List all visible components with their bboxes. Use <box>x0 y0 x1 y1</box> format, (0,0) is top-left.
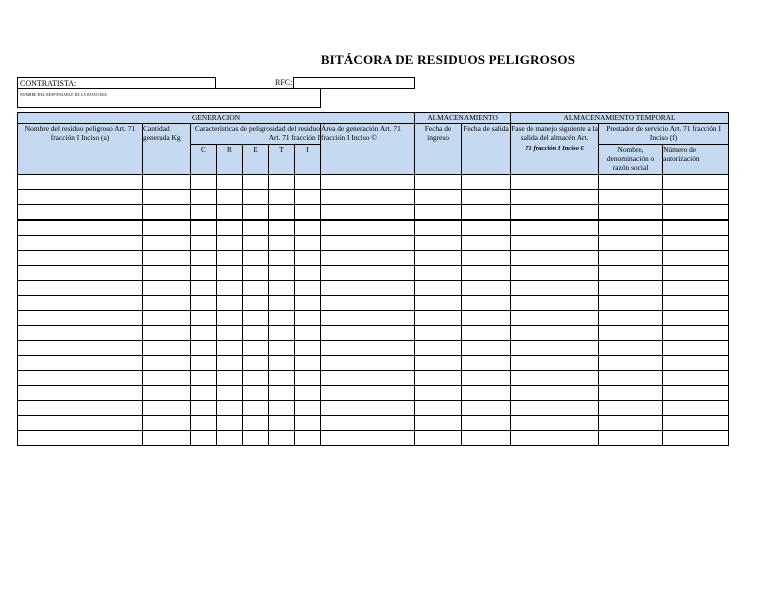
table-cell[interactable] <box>295 220 321 236</box>
table-cell[interactable] <box>269 416 295 431</box>
table-cell[interactable] <box>18 326 143 341</box>
table-cell[interactable] <box>269 205 295 221</box>
table-cell[interactable] <box>191 416 217 431</box>
table-row <box>18 281 729 296</box>
table-cell[interactable] <box>511 326 599 341</box>
table-cell[interactable] <box>415 326 462 341</box>
table-cell[interactable] <box>217 205 243 221</box>
table-row <box>18 266 729 281</box>
table-cell[interactable] <box>599 281 663 296</box>
col-fecha-ingreso: Fecha de ingreso <box>415 124 462 175</box>
table-cell[interactable] <box>143 386 191 401</box>
table-row <box>18 416 729 431</box>
table-cell[interactable] <box>295 236 321 251</box>
responsable-label: NOMBRE DEL RESPONSABLE DE LA BITACORA: <box>20 93 108 97</box>
table-cell[interactable] <box>18 311 143 326</box>
table-cell[interactable] <box>415 341 462 356</box>
table-cell[interactable] <box>243 401 269 416</box>
table-cell[interactable] <box>599 416 663 431</box>
table-cell[interactable] <box>243 416 269 431</box>
table-cell[interactable] <box>663 416 729 431</box>
col-caracteristicas: Características de peligrosidad del residuo Art. 71 fracción I <box>191 124 321 145</box>
col-area: Área de generación Art. 71 fracción I Inciso © <box>321 124 415 175</box>
table-cell[interactable] <box>663 236 729 251</box>
col-nombre-residuo: Nombre del residuo peligroso Art. 71 fracción I Inciso (a) <box>18 124 143 175</box>
table-cell[interactable] <box>321 386 415 401</box>
table-cell[interactable] <box>663 175 729 190</box>
table-cell[interactable] <box>462 416 511 431</box>
table-cell[interactable] <box>269 281 295 296</box>
table-cell[interactable] <box>217 371 243 386</box>
table-cell[interactable] <box>599 220 663 236</box>
table-cell[interactable] <box>243 296 269 311</box>
table-cell[interactable] <box>18 386 143 401</box>
table-cell[interactable] <box>217 341 243 356</box>
table-cell[interactable] <box>511 266 599 281</box>
table-cell[interactable] <box>511 416 599 431</box>
table-cell[interactable] <box>599 311 663 326</box>
table-cell[interactable] <box>415 175 462 190</box>
table-cell[interactable] <box>217 431 243 446</box>
table-cell[interactable] <box>143 220 191 236</box>
table-cell[interactable] <box>511 251 599 266</box>
table-cell[interactable] <box>663 356 729 371</box>
table-cell[interactable] <box>321 326 415 341</box>
table-cell[interactable] <box>321 220 415 236</box>
table-cell[interactable] <box>217 190 243 205</box>
table-cell[interactable] <box>415 190 462 205</box>
table-cell[interactable] <box>511 386 599 401</box>
table-cell[interactable] <box>415 296 462 311</box>
table-row <box>18 205 729 221</box>
table-cell[interactable] <box>415 431 462 446</box>
table-cell[interactable] <box>217 281 243 296</box>
table-cell[interactable] <box>663 205 729 221</box>
table-cell[interactable] <box>511 205 599 221</box>
table-cell[interactable] <box>191 401 217 416</box>
table-cell[interactable] <box>663 371 729 386</box>
table-cell[interactable] <box>462 281 511 296</box>
table-cell[interactable] <box>191 281 217 296</box>
table-cell[interactable] <box>511 431 599 446</box>
table-cell[interactable] <box>243 175 269 190</box>
table-cell[interactable] <box>663 401 729 416</box>
table-cell[interactable] <box>191 341 217 356</box>
table-cell[interactable] <box>295 251 321 266</box>
table-cell[interactable] <box>321 311 415 326</box>
table-cell[interactable] <box>511 281 599 296</box>
table-cell[interactable] <box>295 371 321 386</box>
table-row <box>18 371 729 386</box>
table-row <box>18 326 729 341</box>
table-cell[interactable] <box>143 341 191 356</box>
col-cantidad: Cantidad generada Kg <box>143 124 191 175</box>
table-cell[interactable] <box>415 205 462 221</box>
table-cell[interactable] <box>511 356 599 371</box>
table-cell[interactable] <box>217 236 243 251</box>
table-row <box>18 251 729 266</box>
table-cell[interactable] <box>599 401 663 416</box>
table-cell[interactable] <box>295 296 321 311</box>
table-cell[interactable] <box>143 175 191 190</box>
table-cell[interactable] <box>321 205 415 221</box>
responsable-field[interactable] <box>17 88 321 108</box>
table-row <box>18 311 729 326</box>
table-cell[interactable] <box>462 251 511 266</box>
table-cell[interactable] <box>663 341 729 356</box>
table-cell[interactable] <box>191 266 217 281</box>
col-prestador: Prestador de servicio Art. 71 fracción I Inciso (f) <box>599 124 729 145</box>
table-cell[interactable] <box>143 431 191 446</box>
table-cell[interactable] <box>462 326 511 341</box>
table-cell[interactable] <box>511 341 599 356</box>
table-cell[interactable] <box>599 205 663 221</box>
table-cell[interactable] <box>295 190 321 205</box>
table-row <box>18 296 729 311</box>
table-cell[interactable] <box>191 326 217 341</box>
table-cell[interactable] <box>511 401 599 416</box>
table-cell[interactable] <box>511 190 599 205</box>
table-cell[interactable] <box>143 205 191 221</box>
table-cell[interactable] <box>462 205 511 221</box>
table-cell[interactable] <box>462 371 511 386</box>
table-cell[interactable] <box>217 386 243 401</box>
table-cell[interactable] <box>191 311 217 326</box>
table-cell[interactable] <box>269 251 295 266</box>
table-cell[interactable] <box>663 431 729 446</box>
table-cell[interactable] <box>295 326 321 341</box>
table-cell[interactable] <box>462 386 511 401</box>
table-cell[interactable] <box>217 266 243 281</box>
table-cell[interactable] <box>18 266 143 281</box>
table-cell[interactable] <box>321 416 415 431</box>
table-cell[interactable] <box>599 431 663 446</box>
table-cell[interactable] <box>191 205 217 221</box>
table-cell[interactable] <box>243 371 269 386</box>
table-cell[interactable] <box>663 251 729 266</box>
table-cell[interactable] <box>663 311 729 326</box>
table-cell[interactable] <box>511 220 599 236</box>
table-cell[interactable] <box>217 175 243 190</box>
table-cell[interactable] <box>269 401 295 416</box>
table-cell[interactable] <box>217 401 243 416</box>
section-generacion: GENERACION <box>18 113 415 124</box>
table-cell[interactable] <box>415 356 462 371</box>
table-cell[interactable] <box>18 371 143 386</box>
table-cell[interactable] <box>321 356 415 371</box>
table-cell[interactable] <box>18 236 143 251</box>
table-cell[interactable] <box>321 296 415 311</box>
table-cell[interactable] <box>462 356 511 371</box>
table-cell[interactable] <box>18 431 143 446</box>
table-cell[interactable] <box>663 266 729 281</box>
table-cell[interactable] <box>191 190 217 205</box>
table-cell[interactable] <box>462 431 511 446</box>
table-cell[interactable] <box>663 281 729 296</box>
table-cell[interactable] <box>462 175 511 190</box>
table-cell[interactable] <box>191 296 217 311</box>
table-cell[interactable] <box>217 326 243 341</box>
table-cell[interactable] <box>243 356 269 371</box>
table-cell[interactable] <box>295 386 321 401</box>
table-cell[interactable] <box>295 416 321 431</box>
table-cell[interactable] <box>191 386 217 401</box>
table-cell[interactable] <box>269 266 295 281</box>
table-cell[interactable] <box>415 266 462 281</box>
table-row <box>18 341 729 356</box>
table-cell[interactable] <box>143 281 191 296</box>
table-cell[interactable] <box>599 266 663 281</box>
table-cell[interactable] <box>462 220 511 236</box>
table-cell[interactable] <box>599 236 663 251</box>
contratista-label: CONTRATISTA: <box>20 79 77 88</box>
table-cell[interactable] <box>321 431 415 446</box>
col-fase-manejo-text: Fase de manejo siguiente a la salida del almacén Art. <box>511 124 598 142</box>
table-cell[interactable] <box>143 311 191 326</box>
table-cell[interactable] <box>143 416 191 431</box>
table-cell[interactable] <box>295 266 321 281</box>
table-cell[interactable] <box>269 431 295 446</box>
col-fecha-salida: Fecha de salida <box>462 124 511 175</box>
table-cell[interactable] <box>191 431 217 446</box>
table-cell[interactable] <box>295 205 321 221</box>
table-cell[interactable] <box>415 401 462 416</box>
table-row <box>18 356 729 371</box>
table-cell[interactable] <box>18 251 143 266</box>
table-cell[interactable] <box>599 190 663 205</box>
page-title: BITÁCORA DE RESIDUOS PELIGROSOS <box>320 52 576 67</box>
cret-i: I <box>295 145 321 175</box>
table-cell[interactable] <box>143 296 191 311</box>
table-cell[interactable] <box>269 296 295 311</box>
table-cell[interactable] <box>18 296 143 311</box>
table-cell[interactable] <box>243 220 269 236</box>
table-cell[interactable] <box>663 296 729 311</box>
table-cell[interactable] <box>191 356 217 371</box>
rfc-label: RFC: <box>275 78 293 87</box>
table-cell[interactable] <box>217 296 243 311</box>
table-cell[interactable] <box>18 401 143 416</box>
table-cell[interactable] <box>663 386 729 401</box>
table-cell[interactable] <box>269 190 295 205</box>
table-cell[interactable] <box>243 341 269 356</box>
table-cell[interactable] <box>415 371 462 386</box>
table-cell[interactable] <box>511 311 599 326</box>
table-cell[interactable] <box>599 326 663 341</box>
table-cell[interactable] <box>143 266 191 281</box>
table-cell[interactable] <box>243 205 269 221</box>
table-cell[interactable] <box>191 236 217 251</box>
table-cell[interactable] <box>415 386 462 401</box>
table-cell[interactable] <box>415 416 462 431</box>
table-cell[interactable] <box>415 281 462 296</box>
table-cell[interactable] <box>18 341 143 356</box>
table-cell[interactable] <box>18 356 143 371</box>
table-cell[interactable] <box>321 190 415 205</box>
table-cell[interactable] <box>18 220 143 236</box>
cret-e: E <box>243 145 269 175</box>
table-cell[interactable] <box>217 220 243 236</box>
table-cell[interactable] <box>18 175 143 190</box>
table-cell[interactable] <box>295 431 321 446</box>
table-cell[interactable] <box>269 371 295 386</box>
cret-c: C <box>191 145 217 175</box>
table-cell[interactable] <box>462 311 511 326</box>
table-cell[interactable] <box>462 296 511 311</box>
table-cell[interactable] <box>217 356 243 371</box>
table-cell[interactable] <box>18 190 143 205</box>
table-cell[interactable] <box>143 251 191 266</box>
table-cell[interactable] <box>415 311 462 326</box>
table-cell[interactable] <box>599 251 663 266</box>
col-nombre-denominacion: Nombre, denominación o razón social <box>599 145 663 175</box>
table-cell[interactable] <box>462 401 511 416</box>
table-row <box>18 220 729 236</box>
table-cell[interactable] <box>269 386 295 401</box>
table-cell[interactable] <box>415 220 462 236</box>
table-cell[interactable] <box>321 236 415 251</box>
table-cell[interactable] <box>269 236 295 251</box>
table-cell[interactable] <box>18 205 143 221</box>
table-cell[interactable] <box>217 311 243 326</box>
table-cell[interactable] <box>295 401 321 416</box>
table-cell[interactable] <box>415 251 462 266</box>
table-cell[interactable] <box>462 190 511 205</box>
table-cell[interactable] <box>269 175 295 190</box>
table-cell[interactable] <box>462 236 511 251</box>
col-fase-manejo-sub: 71 fracción I Inciso € <box>525 145 584 152</box>
table-cell[interactable] <box>321 175 415 190</box>
table-cell[interactable] <box>599 371 663 386</box>
table-cell[interactable] <box>663 326 729 341</box>
table-cell[interactable] <box>321 281 415 296</box>
table-cell[interactable] <box>243 311 269 326</box>
table-cell[interactable] <box>191 220 217 236</box>
table-cell[interactable] <box>217 251 243 266</box>
table-cell[interactable] <box>243 431 269 446</box>
section-almacenamiento: ALMACENAMIENTO <box>415 113 511 124</box>
table-cell[interactable] <box>269 356 295 371</box>
table-cell[interactable] <box>663 220 729 236</box>
table-cell[interactable] <box>269 311 295 326</box>
table-cell[interactable] <box>243 266 269 281</box>
table-cell[interactable] <box>243 190 269 205</box>
table-cell[interactable] <box>243 326 269 341</box>
table-cell[interactable] <box>599 341 663 356</box>
table-cell[interactable] <box>143 236 191 251</box>
table-cell[interactable] <box>191 251 217 266</box>
col-numero-autorizacion: Número de autorización <box>663 145 729 175</box>
table-cell[interactable] <box>295 341 321 356</box>
table-cell[interactable] <box>191 175 217 190</box>
table-row <box>18 401 729 416</box>
table-cell[interactable] <box>295 175 321 190</box>
table-row <box>18 431 729 446</box>
table-cell[interactable] <box>295 356 321 371</box>
table-cell[interactable] <box>18 281 143 296</box>
table-cell[interactable] <box>295 281 321 296</box>
residuos-table <box>17 112 729 446</box>
table-cell[interactable] <box>143 356 191 371</box>
table-cell[interactable] <box>269 220 295 236</box>
table-cell[interactable] <box>511 236 599 251</box>
table-cell[interactable] <box>217 416 243 431</box>
table-cell[interactable] <box>191 371 217 386</box>
cret-r: R <box>217 145 243 175</box>
table-cell[interactable] <box>295 311 321 326</box>
table-cell[interactable] <box>511 371 599 386</box>
table-cell[interactable] <box>269 341 295 356</box>
table-cell[interactable] <box>462 266 511 281</box>
table-cell[interactable] <box>663 190 729 205</box>
table-cell[interactable] <box>599 386 663 401</box>
table-cell[interactable] <box>462 341 511 356</box>
table-cell[interactable] <box>321 401 415 416</box>
table-cell[interactable] <box>321 251 415 266</box>
section-almacenamiento-temporal: ALMACENAMIENTO TEMPORAL <box>511 113 729 124</box>
table-row <box>18 190 729 205</box>
table-cell[interactable] <box>599 356 663 371</box>
table-cell[interactable] <box>599 296 663 311</box>
table-cell[interactable] <box>321 266 415 281</box>
col-fase-manejo <box>511 124 599 175</box>
table-cell[interactable] <box>18 416 143 431</box>
table-cell[interactable] <box>243 281 269 296</box>
table-cell[interactable] <box>511 175 599 190</box>
table-cell[interactable] <box>599 175 663 190</box>
table-cell[interactable] <box>511 296 599 311</box>
table-cell[interactable] <box>243 236 269 251</box>
table-cell[interactable] <box>243 386 269 401</box>
table-cell[interactable] <box>321 371 415 386</box>
table-row <box>18 175 729 190</box>
table-cell[interactable] <box>143 371 191 386</box>
table-cell[interactable] <box>321 341 415 356</box>
table-cell[interactable] <box>415 236 462 251</box>
table-cell[interactable] <box>269 326 295 341</box>
table-cell[interactable] <box>143 190 191 205</box>
table-cell[interactable] <box>243 251 269 266</box>
table-row <box>18 236 729 251</box>
table-cell[interactable] <box>143 326 191 341</box>
table-row <box>18 386 729 401</box>
table-cell[interactable] <box>143 401 191 416</box>
cret-t: T <box>269 145 295 175</box>
